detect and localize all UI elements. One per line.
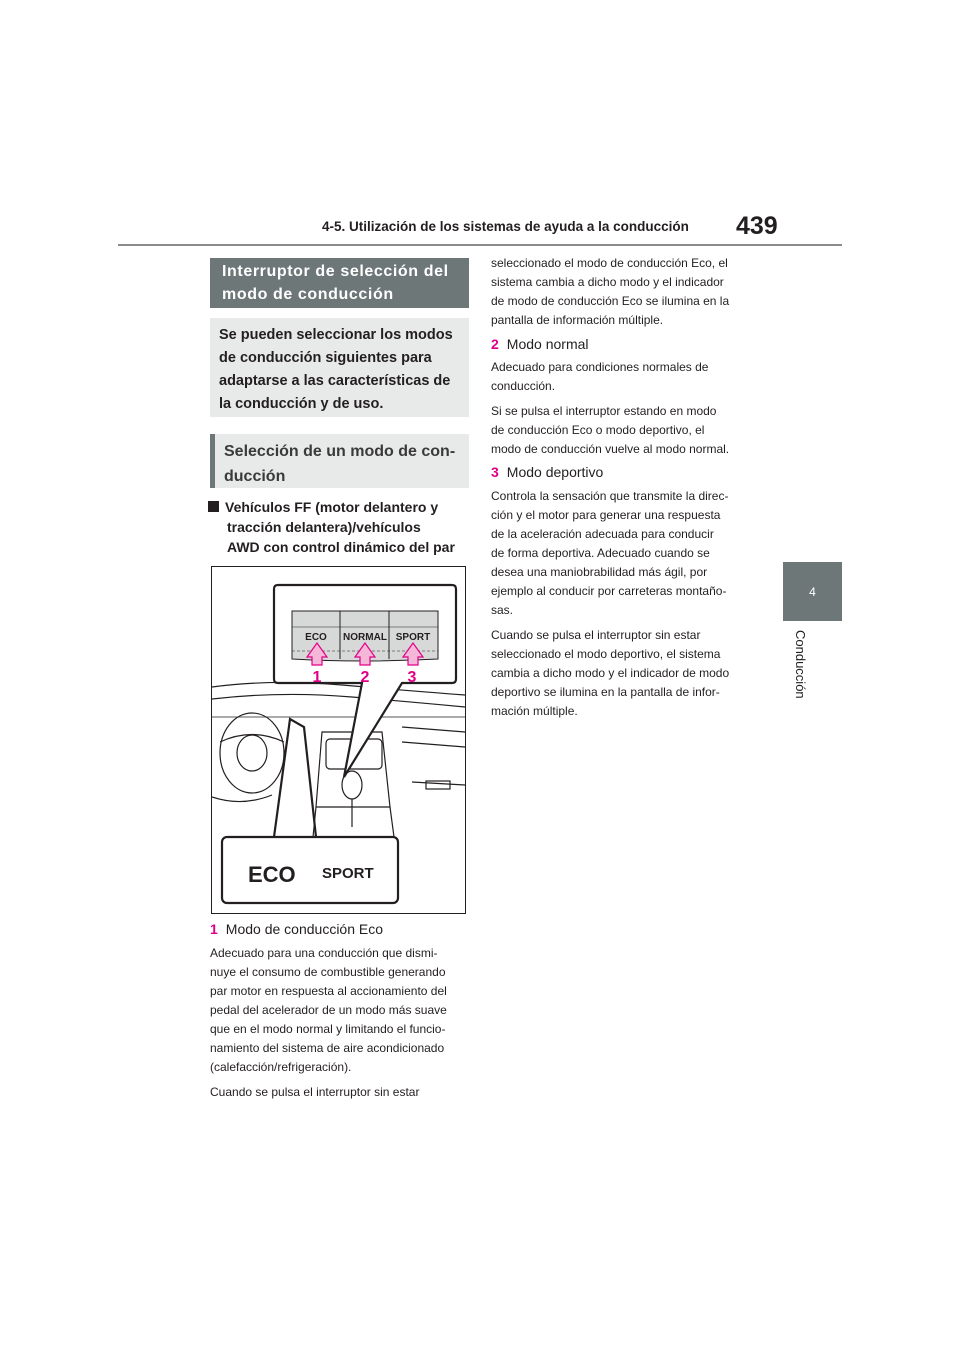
item3-line: seleccionado el modo deportivo, el sistema [491,647,721,661]
button-label-normal: NORMAL [343,632,387,643]
item2-line: modo de conducción vuelve al modo normal. [491,442,730,456]
item2-title: Modo normal [506,336,589,352]
item3-line: Controla la sensación que transmite la direc- [491,489,729,503]
button-label-sport: SPORT [395,632,431,643]
item3-number: 3 [491,464,499,480]
item3-line: desea una maniobrabilidad más ágil, por [491,565,708,579]
item3-line: Cuando se pulsa el interruptor sin estar [491,628,701,642]
item2-line: Si se pulsa el interruptor estando en modo [491,404,717,418]
item3-line: deportivo se ilumina en la pantalla de infor- [491,685,720,699]
item3-description [491,487,753,721]
item1-number: 1 [210,921,218,937]
header-divider [118,244,842,246]
intro-box-body: Se pueden seleccionar los modos de conducción siguientes para adaptarse a las características de la conducción y de uso. [210,318,469,417]
subheading-line3: AWD con control dinámico del par [227,539,455,555]
chapter-tab [783,562,842,621]
item2-number: 2 [491,336,499,352]
item3-line: de la aceleración adecuada para conducir [491,527,714,541]
page-number: 439 [736,212,778,240]
item3-heading [491,462,603,482]
chapter-label-text: Conducción [793,630,808,699]
item3-line: sas. [491,603,514,617]
item3-line: de forma deportiva. Adecuado cuando se [491,546,710,560]
item1-continuation: Cuando se pulsa el interruptor sin estar [210,1085,420,1099]
section-title: 4-5. Utilización de los sistemas de ayuda a la conducción [322,219,689,234]
item3-line: cambia a dicho modo y el indicador de modo [491,666,730,680]
item1-line: Adecuado para una conducción que dismi- [210,946,438,960]
cont-line: seleccionado el modo de conducción Eco, el [491,256,728,270]
subheading [208,497,470,557]
dashboard-drawing [212,567,465,913]
dashboard-illustration [211,566,466,914]
item2-heading [491,334,589,354]
section-heading: Selección de un modo de con-ducción [210,434,469,488]
callout-number-3: 3 [407,669,417,686]
chapter-number: 4 [809,584,816,599]
intro-box-title: Interruptor de selección del modo de conducción [210,258,469,308]
item1-title: Modo de conducción Eco [225,921,384,937]
item2-description [491,358,753,459]
callout-number-2: 2 [360,669,370,686]
subheading-line1: Vehículos FF (motor delantero y [225,499,439,515]
subheading-line2: tracción delantera)/vehículos [227,519,421,535]
callout-number-1: 1 [312,669,322,686]
item1-heading [210,919,383,939]
cont-line: pantalla de información múltiple. [491,313,664,327]
button-label-eco: ECO [305,632,327,643]
continued-paragraph [491,254,753,330]
item1-line: pedal del acelerador de un modo más suave [210,1003,447,1017]
chapter-label [790,630,810,710]
item3-title: Modo deportivo [506,464,604,480]
item2-line: conducción. [491,379,556,393]
cont-line: de modo de conducción Eco se ilumina en la [491,294,730,308]
item1-description [210,944,472,1102]
item3-line: ejemplo al conducir por carreteras montaño- [491,584,727,598]
item1-line: namiento del sistema de aire acondicionado [210,1041,445,1055]
item1-line: (calefacción/refrigeración). [210,1060,352,1074]
item3-line: mación múltiple. [491,704,578,718]
item3-line: ción y el motor para generar una respuesta [491,508,721,522]
item1-line: par motor en respuesta al accionamiento del [210,984,447,998]
item1-line: nuye el consumo de combustible generando [210,965,446,979]
item2-line: Adecuado para condiciones normales de [491,360,709,374]
item1-line: que en el modo normal y limitando el funcio- [210,1022,446,1036]
square-bullet-icon [208,501,219,512]
indicator-eco: ECO [248,862,296,887]
cont-line: sistema cambia a dicho modo y el indicador [491,275,724,289]
item2-line: de conducción Eco o modo deportivo, el [491,423,705,437]
indicator-sport: SPORT [322,865,374,882]
